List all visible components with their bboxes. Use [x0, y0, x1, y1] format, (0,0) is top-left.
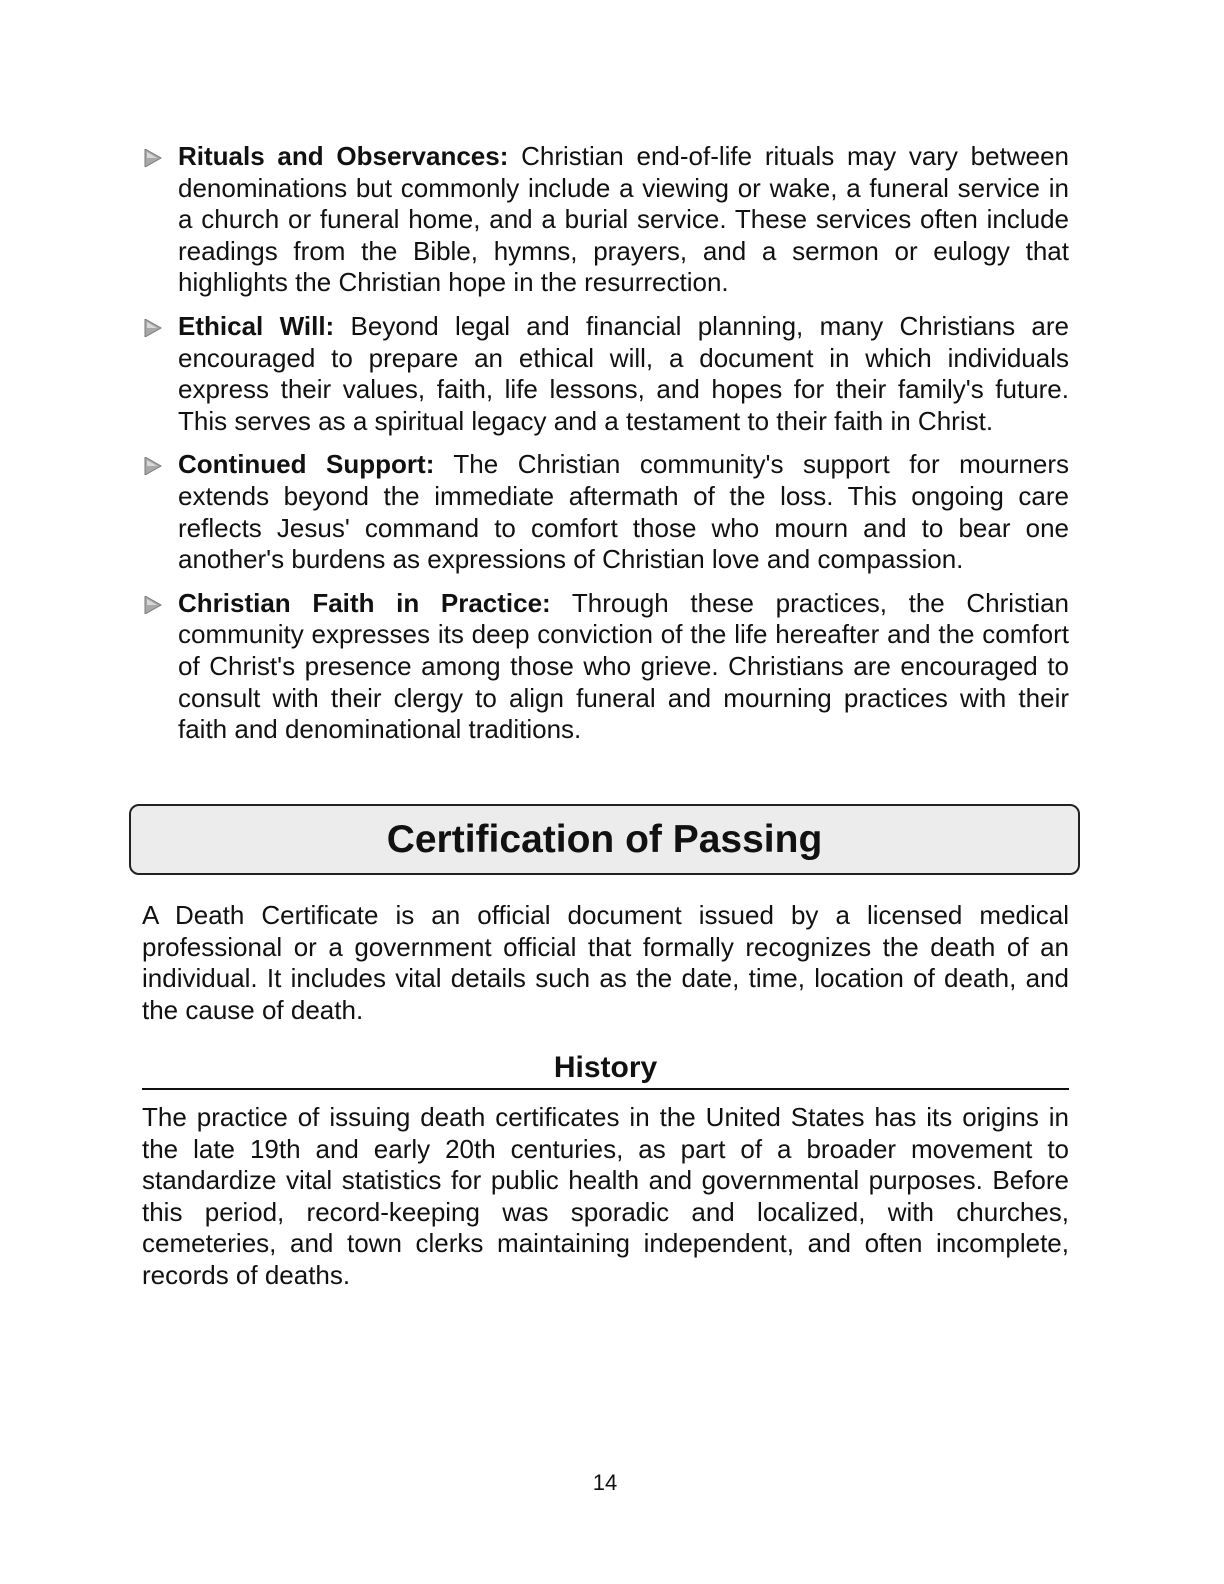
- section-title-box: [129, 804, 1080, 875]
- history-heading: History: [142, 1050, 1069, 1090]
- bullet-title: Rituals and Observances:: [178, 141, 509, 171]
- bullet-list: [142, 141, 1069, 758]
- list-item: [142, 141, 1069, 299]
- list-item: [142, 449, 1069, 575]
- bullet-text: Christian end-of-life rituals may vary between denominations but commonly include a viewing or wake, a funeral service in a church or funeral home, and a burial service. These services often include readings from the Bible, hymns, prayers, and a sermon or eulogy that highlights the Christian hope in the resurrection.: [178, 141, 1069, 298]
- bullet-title: Christian Faith in Practice:: [178, 587, 551, 618]
- bullet-text: Beyond legal and financial planning, many Christians are encouraged to prepare an ethical will, a document in which individuals express their values, faith, life lessons, and hopes for their family's future. This serves as a spiritual legacy and a testament to their faith in Christ.: [178, 310, 1069, 436]
- triangle-arrow-icon: [144, 596, 162, 614]
- intro-paragraph: A Death Certificate is an official document issued by a licensed medical professional or a government official that formally recognizes the death of an individual. It includes vital details such as the date, time, location of death, and the cause of death.: [142, 900, 1069, 1025]
- triangle-arrow-icon: [144, 149, 162, 167]
- list-item: [142, 588, 1069, 746]
- triangle-arrow-icon: [144, 457, 162, 475]
- bullet-text: Through these practices, the Christian community expresses its deep conviction of the life hereafter and the comfort of Christ's presence among those who grieve. Christians are encouraged to consult with their clergy to align funeral and mourning practices with their faith and denominational traditions.: [178, 587, 1069, 745]
- history-paragraph: The practice of issuing death certificates in the United States has its origins in the late 19th and early 20th centuries, as part of a broader movement to standardize vital statistics for public health and governmental purposes. Before this period, record-keeping was sporadic and localized, with churches, cemeteries, and town clerks maintaining independent, and often incomplete, records of deaths.: [142, 1102, 1069, 1290]
- bullet-text: The Christian community's support for mourners extends beyond the immediate aftermath of the loss. This ongoing care reflects Jesus' command to comfort those who mourn and to bear one another's burdens as expressions of Christian love and compassion.: [178, 449, 1069, 575]
- bullet-title: Continued Support:: [178, 449, 435, 480]
- section-title: Certification of Passing: [386, 817, 823, 861]
- page-number: 14: [592, 1470, 618, 1495]
- triangle-arrow-icon: [144, 319, 162, 337]
- bullet-title: Ethical Will:: [178, 310, 335, 341]
- list-item: [142, 311, 1069, 437]
